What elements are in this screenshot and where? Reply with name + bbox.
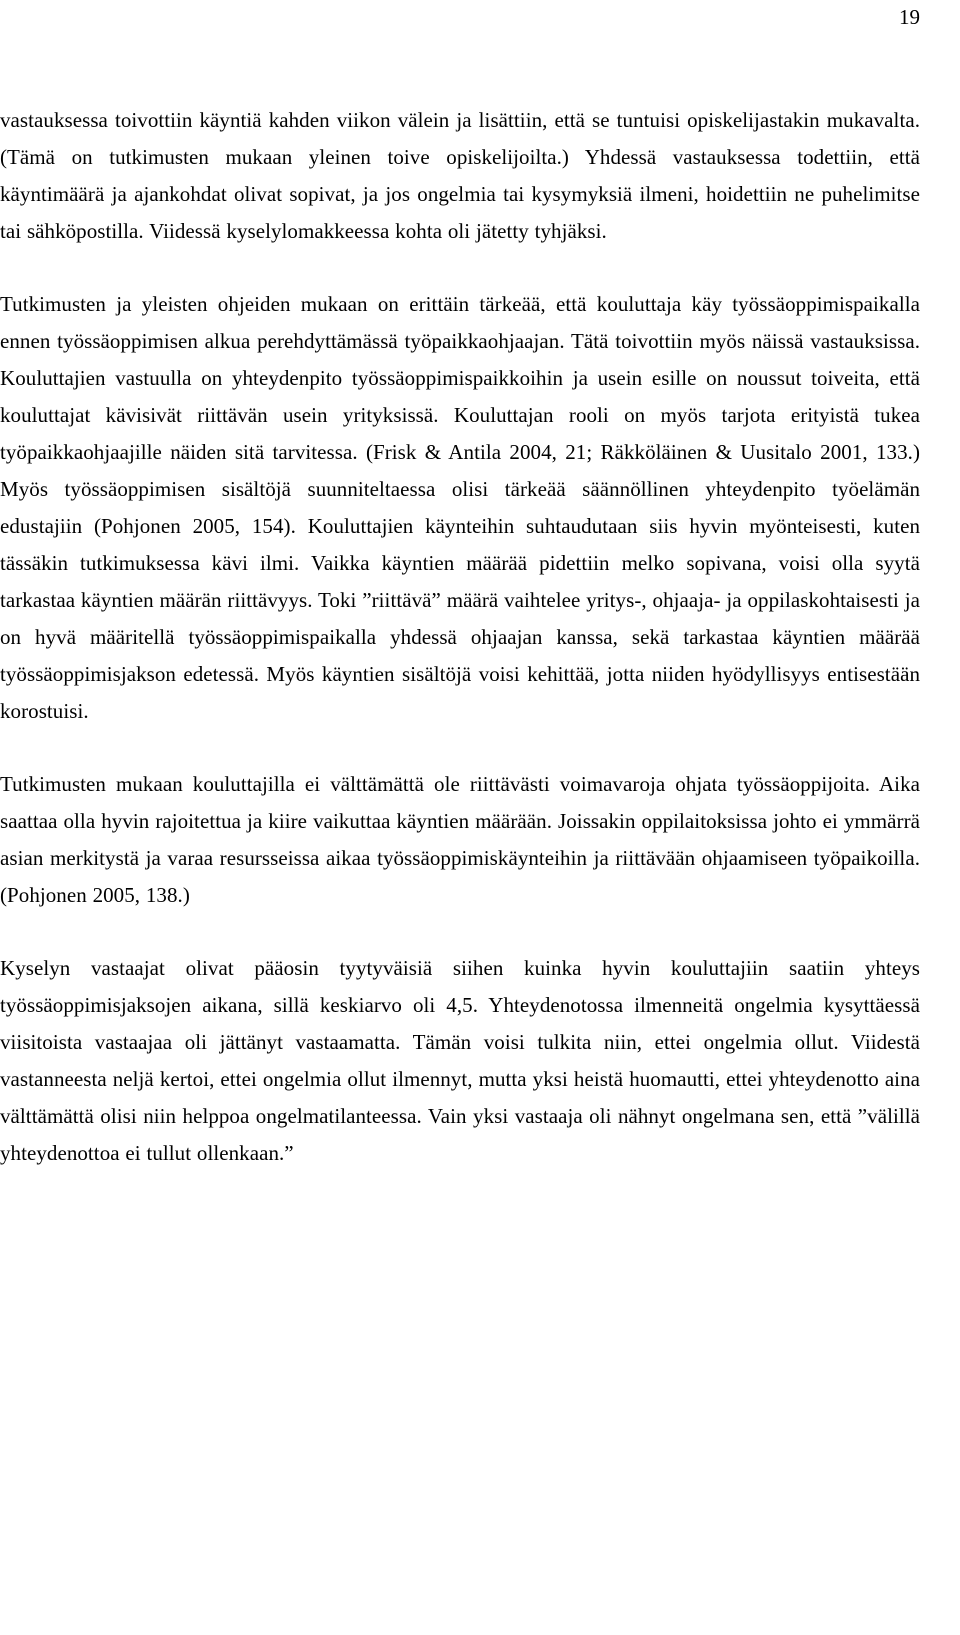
paragraph-4: Kyselyn vastaajat olivat pääosin tyytyväisiä siihen kuinka hyvin kouluttajiin saatiin yhteys työssäoppimisjaksojen aikana, sillä keskiarvo oli 4,5. Yhteydenotossa ilmenneitä ongelmia kysyttäessä viisitoista vastaajaa oli jättänyt vastaamatta. Tämän voisi tulkita niin, ettei ongelmia ollut. Viidestä vastanneesta neljä kertoi, ettei ongelmia ollut ilmennyt, mutta yksi heistä huomautti, ettei yhteydenotto aina välttämättä olisi niin helppoa ongelmatilanteessa. Vain yksi vastaaja oli nähnyt ongelmana sen, että ”välillä yhteydenottoa ei tullut ollenkaan.”: [0, 956, 920, 1165]
paragraph-2: Tutkimusten ja yleisten ohjeiden mukaan on erittäin tärkeää, että kouluttaja käy työssäoppimispaikalla ennen työssäoppimisen alkua perehdyttämässä työpaikkaohjaajan. Tätä toivottiin myös näissä vastauksissa. Kouluttajien vastuulla on yhteydenpito työssäoppimispaikkoihin ja usein esille on noussut toiveita, että kouluttajat kävisivät riittävän usein yrityksissä. Kouluttajan rooli on myös tarjota erityistä tukea työpaikkaohjaajille näiden sitä tarvitessa. (Frisk & Antila 2004, 21; Räkköläinen & Uusitalo 2001, 133.) Myös työssäoppimisen sisältöjä suunniteltaessa olisi tärkeää säännöllinen yhteydenpito työelämän edustajiin (Pohjonen 2005, 154). Kouluttajien käynteihin suhtaudutaan siis hyvin myönteisesti, kuten tässäkin tutkimuksessa kävi ilmi. Vaikka käyntien määrää pidettiin melko sopivana, voisi olla syytä tarkastaa käyntien määrän riittävyys. Toki ”riittävä” määrä vaihtelee yritys-, ohjaaja- ja oppilaskohtaisesti ja on hyvä määritellä työssäoppimispaikalla yhdessä ohjaajan kanssa, sekä tarkastaa käyntien määrää työssäoppimisjakson edetessä. Myös käyntien sisältöjä voisi kehittää, jotta niiden hyödyllisyys entisestään korostuisi.: [0, 292, 920, 723]
paragraph-gap: [0, 730, 920, 766]
paragraph-gap: [0, 914, 920, 950]
paragraph-gap: [0, 250, 920, 286]
paragraph-3: Tutkimusten mukaan kouluttajilla ei välttämättä ole riittävästi voimavaroja ohjata työssäoppijoita. Aika saattaa olla hyvin rajoitettua ja kiire vaikuttaa käyntien määrään. Joissakin oppilaitoksissa johto ei ymmärrä asian merkitystä ja varaa resursseissa aikaa työssäoppimiskäynteihin ja riittävään ohjaamiseen työpaikoilla. (Pohjonen 2005, 138.): [0, 772, 920, 907]
page-number: 19: [899, 5, 920, 29]
document-body: [0, 102, 920, 1172]
paragraph-1: vastauksessa toivottiin käyntiä kahden viikon välein ja lisättiin, että se tuntuisi opiskelijastakin mukavalta. (Tämä on tutkimusten mukaan yleinen toive opiskelijoilta.) Yhdessä vastauksessa todettiin, että käyntimäärä ja ajankohdat olivat sopivat, ja jos ongelmia tai kysymyksiä ilmeni, hoidettiin ne puhelimitse tai sähköpostilla. Viidessä kyselylomakkeessa kohta oli jätetty tyhjäksi.: [0, 108, 920, 243]
